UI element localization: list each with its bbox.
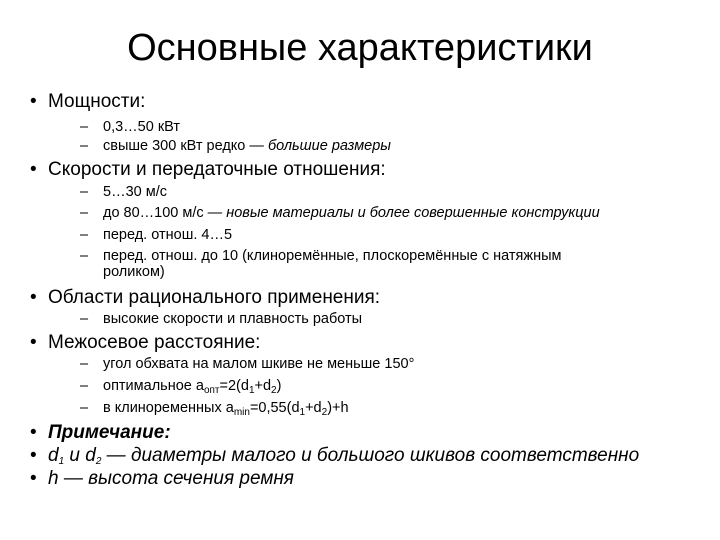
- speed-item-4-continuation: роликом): [103, 264, 165, 280]
- bullet-note-diameters: [30, 444, 640, 468]
- formula-part: +d: [254, 378, 272, 394]
- distance-item-optimal: [80, 377, 282, 396]
- formula-part: )+h: [327, 400, 349, 416]
- bullet-note-height: [30, 467, 294, 491]
- bullet-marker: •: [30, 332, 37, 353]
- formula-subscript: 1: [299, 407, 306, 418]
- bullet-distance: [30, 331, 261, 355]
- dash-marker: –: [80, 400, 89, 416]
- areas-label: Области рационального применения:: [48, 287, 381, 308]
- distance-item-v-belt: [80, 399, 349, 418]
- dash-marker: –: [80, 184, 89, 200]
- power-label: Мощности:: [48, 91, 146, 112]
- dash-marker: –: [80, 138, 89, 154]
- bullet-marker: •: [30, 468, 37, 489]
- note-d1-subscript: 1: [58, 456, 65, 467]
- page-title: Основные характеристики: [127, 27, 593, 69]
- dash-marker: –: [80, 119, 89, 135]
- formula-part: оптимальное a: [103, 378, 204, 394]
- dash-marker: –: [80, 205, 89, 221]
- note-label: Примечание:: [48, 422, 171, 443]
- dash-marker: –: [80, 227, 89, 243]
- bullet-marker: •: [30, 287, 37, 308]
- speed-item-2-emphasis: новые материалы и более совершенные конструкции: [226, 205, 600, 221]
- bullet-note: [30, 421, 171, 445]
- formula-part: ): [276, 378, 282, 394]
- formula-subscript: 1: [248, 385, 255, 396]
- speed-item-1-text: 5…30 м/с: [103, 184, 167, 200]
- note-height-text: h — высота сечения ремня: [48, 468, 294, 489]
- formula-part: =0,55(d: [249, 400, 300, 416]
- bullet-marker: •: [30, 91, 37, 112]
- formula-subscript: min: [233, 407, 250, 418]
- formula-part: в клиноременных a: [103, 400, 234, 416]
- bullet-marker: •: [30, 445, 37, 466]
- speed-label: Скорости и передаточные отношения:: [48, 159, 386, 180]
- formula-subscript: опт: [203, 385, 220, 396]
- bullet-speed: [30, 158, 386, 182]
- distance-label: Межосевое расстояние:: [48, 332, 261, 353]
- formula-part: =2(d: [219, 378, 249, 394]
- note-d1: d: [48, 445, 59, 466]
- bullet-power: [30, 90, 146, 114]
- speed-item-4: [80, 247, 562, 265]
- bullet-marker: •: [30, 422, 37, 443]
- speed-item-2: [80, 204, 600, 222]
- dash-marker: –: [80, 356, 89, 372]
- power-item-2-emphasis: большие размеры: [267, 138, 391, 154]
- distance-item-angle: [80, 355, 415, 373]
- dash-marker: –: [80, 378, 89, 394]
- power-item-1-text: 0,3…50 кВт: [103, 119, 180, 135]
- dash-marker: –: [80, 311, 89, 327]
- formula-part: +d: [305, 400, 322, 416]
- bullet-areas: [30, 286, 381, 310]
- note-d2-subscript: 2: [95, 456, 102, 467]
- note-d2: d: [85, 445, 96, 466]
- note-and: и: [64, 445, 86, 466]
- formula-subscript: 2: [321, 407, 328, 418]
- power-item-2: [80, 137, 391, 155]
- areas-item-1-text: высокие скорости и плавность работы: [103, 311, 363, 327]
- speed-item-3: [80, 226, 233, 244]
- dash-marker: –: [80, 248, 89, 264]
- distance-angle-text: угол обхвата на малом шкиве не меньше 150°: [103, 356, 415, 372]
- areas-item-1: [80, 310, 363, 328]
- speed-item-2-text: до 80…100 м/с —: [103, 205, 227, 221]
- speed-item-3-text: перед. отнош. 4…5: [103, 227, 233, 243]
- note-diameters-text: — диаметры малого и большого шкивов соответственно: [101, 445, 640, 466]
- bullet-marker: •: [30, 159, 37, 180]
- speed-item-1: [80, 183, 167, 201]
- speed-item-4-text: перед. отнош. до 10 (клиноремённые, плоскоремённые с натяжным: [103, 248, 562, 264]
- power-item-1: [80, 118, 180, 136]
- power-item-2-text: свыше 300 кВт редко —: [103, 138, 268, 154]
- formula-subscript: 2: [271, 385, 277, 396]
